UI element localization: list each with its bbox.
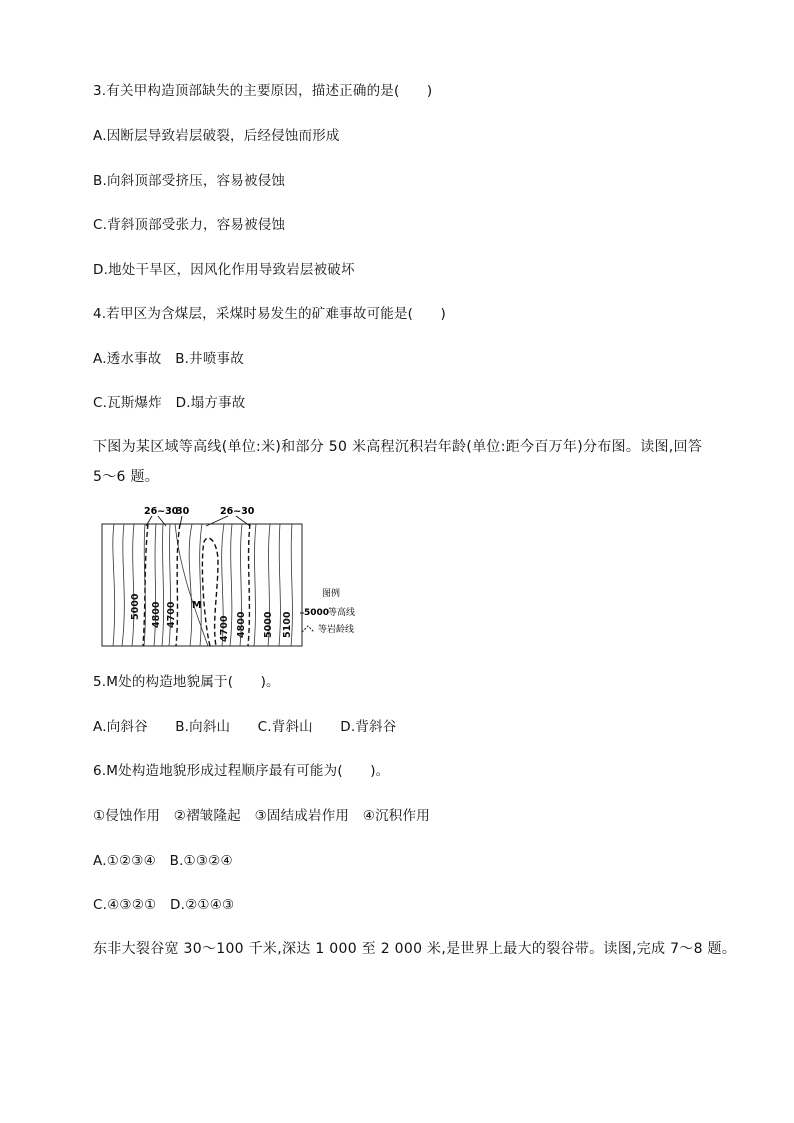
contour-line bbox=[189, 524, 192, 646]
contour-line bbox=[132, 524, 134, 646]
question-6-options-cd: C.④③②① D.②①④③ bbox=[93, 897, 235, 913]
top-label-age-left: 26~30 bbox=[144, 506, 179, 517]
question-3-option-d: D.地处干旱区，因风化作用导致岩层被破坏 bbox=[93, 262, 355, 278]
age-line bbox=[248, 524, 250, 646]
intro-7-8: 东非大裂谷宽 30～100 千米,深达 1 000 至 2 000 米,是世界上最大的裂谷带。读图,完成 7～8 题。 bbox=[93, 941, 737, 957]
age-line bbox=[143, 524, 148, 646]
contour-line bbox=[279, 524, 280, 646]
contour-label-4700-left: 4700 bbox=[166, 601, 177, 628]
legend-age-text: 等岩龄线 bbox=[318, 625, 355, 635]
question-6-options-ab: A.①②③④ B.①③②④ bbox=[93, 853, 233, 869]
m-label: M bbox=[192, 600, 202, 611]
contour-line bbox=[122, 524, 124, 646]
question-3-stem: 3.有关甲构造顶部缺失的主要原因，描述正确的是( ) bbox=[93, 83, 433, 99]
question-6-stem: 6.M处构造地貌形成过程顺序最有可能为( )。 bbox=[93, 763, 390, 779]
legend-contour-text: 等高线 bbox=[328, 608, 356, 618]
question-4-options-cd: C.瓦斯爆炸 D.塌方事故 bbox=[93, 395, 246, 411]
question-5-options: A.向斜谷 B.向斜山 C.背斜山 D.背斜谷 bbox=[93, 719, 397, 735]
contour-line bbox=[113, 524, 115, 646]
contour-age-map bbox=[100, 502, 400, 652]
intro-5-6-line1: 下图为某区域等高线(单位:米)和部分 50 米高程沉积岩年龄(单位:距今百万年)分布图。读图,回答 bbox=[93, 439, 703, 455]
question-4-stem: 4.若甲区为含煤层，采煤时易发生的矿难事故可能是( ) bbox=[93, 306, 447, 322]
question-4-options-ab: A.透水事故 B.井喷事故 bbox=[93, 351, 244, 367]
question-5-stem: 5.M处的构造地貌属于( )。 bbox=[93, 674, 280, 690]
legend-contour-value: 5000 bbox=[304, 608, 330, 618]
contour-label-4700-right: 4700 bbox=[219, 615, 230, 642]
question-6-steps: ①侵蚀作用 ②褶皱隆起 ③固结成岩作用 ④沉积作用 bbox=[93, 808, 430, 824]
contour-label-4800-right: 4800 bbox=[236, 611, 247, 638]
contour-label-5000-left: 5000 bbox=[130, 593, 141, 620]
legend bbox=[300, 587, 355, 635]
contour-label-5000-right: 5000 bbox=[263, 611, 274, 638]
top-label-age-right: 26~30 bbox=[220, 506, 255, 517]
contour-line bbox=[230, 524, 232, 646]
contour-label-4800-left: 4800 bbox=[151, 601, 162, 628]
intro-5-6-line2: 5～6 题。 bbox=[93, 469, 160, 485]
contour-line bbox=[162, 524, 164, 646]
contour-line bbox=[254, 524, 256, 646]
legend-title: 图例 bbox=[322, 589, 341, 599]
question-3-option-c: C.背斜顶部受张力，容易被侵蚀 bbox=[93, 217, 286, 233]
contour-label-5100: 5100 bbox=[282, 611, 293, 638]
top-label-age-middle: 30 bbox=[176, 506, 190, 517]
legend-age-line-symbol bbox=[302, 626, 314, 632]
contour-line bbox=[144, 524, 145, 646]
age-line bbox=[202, 538, 218, 646]
question-3-option-b: B.向斜顶部受挤压，容易被侵蚀 bbox=[93, 173, 286, 189]
question-3-option-a: A.因断层导致岩层破裂，后经侵蚀而形成 bbox=[93, 128, 340, 144]
